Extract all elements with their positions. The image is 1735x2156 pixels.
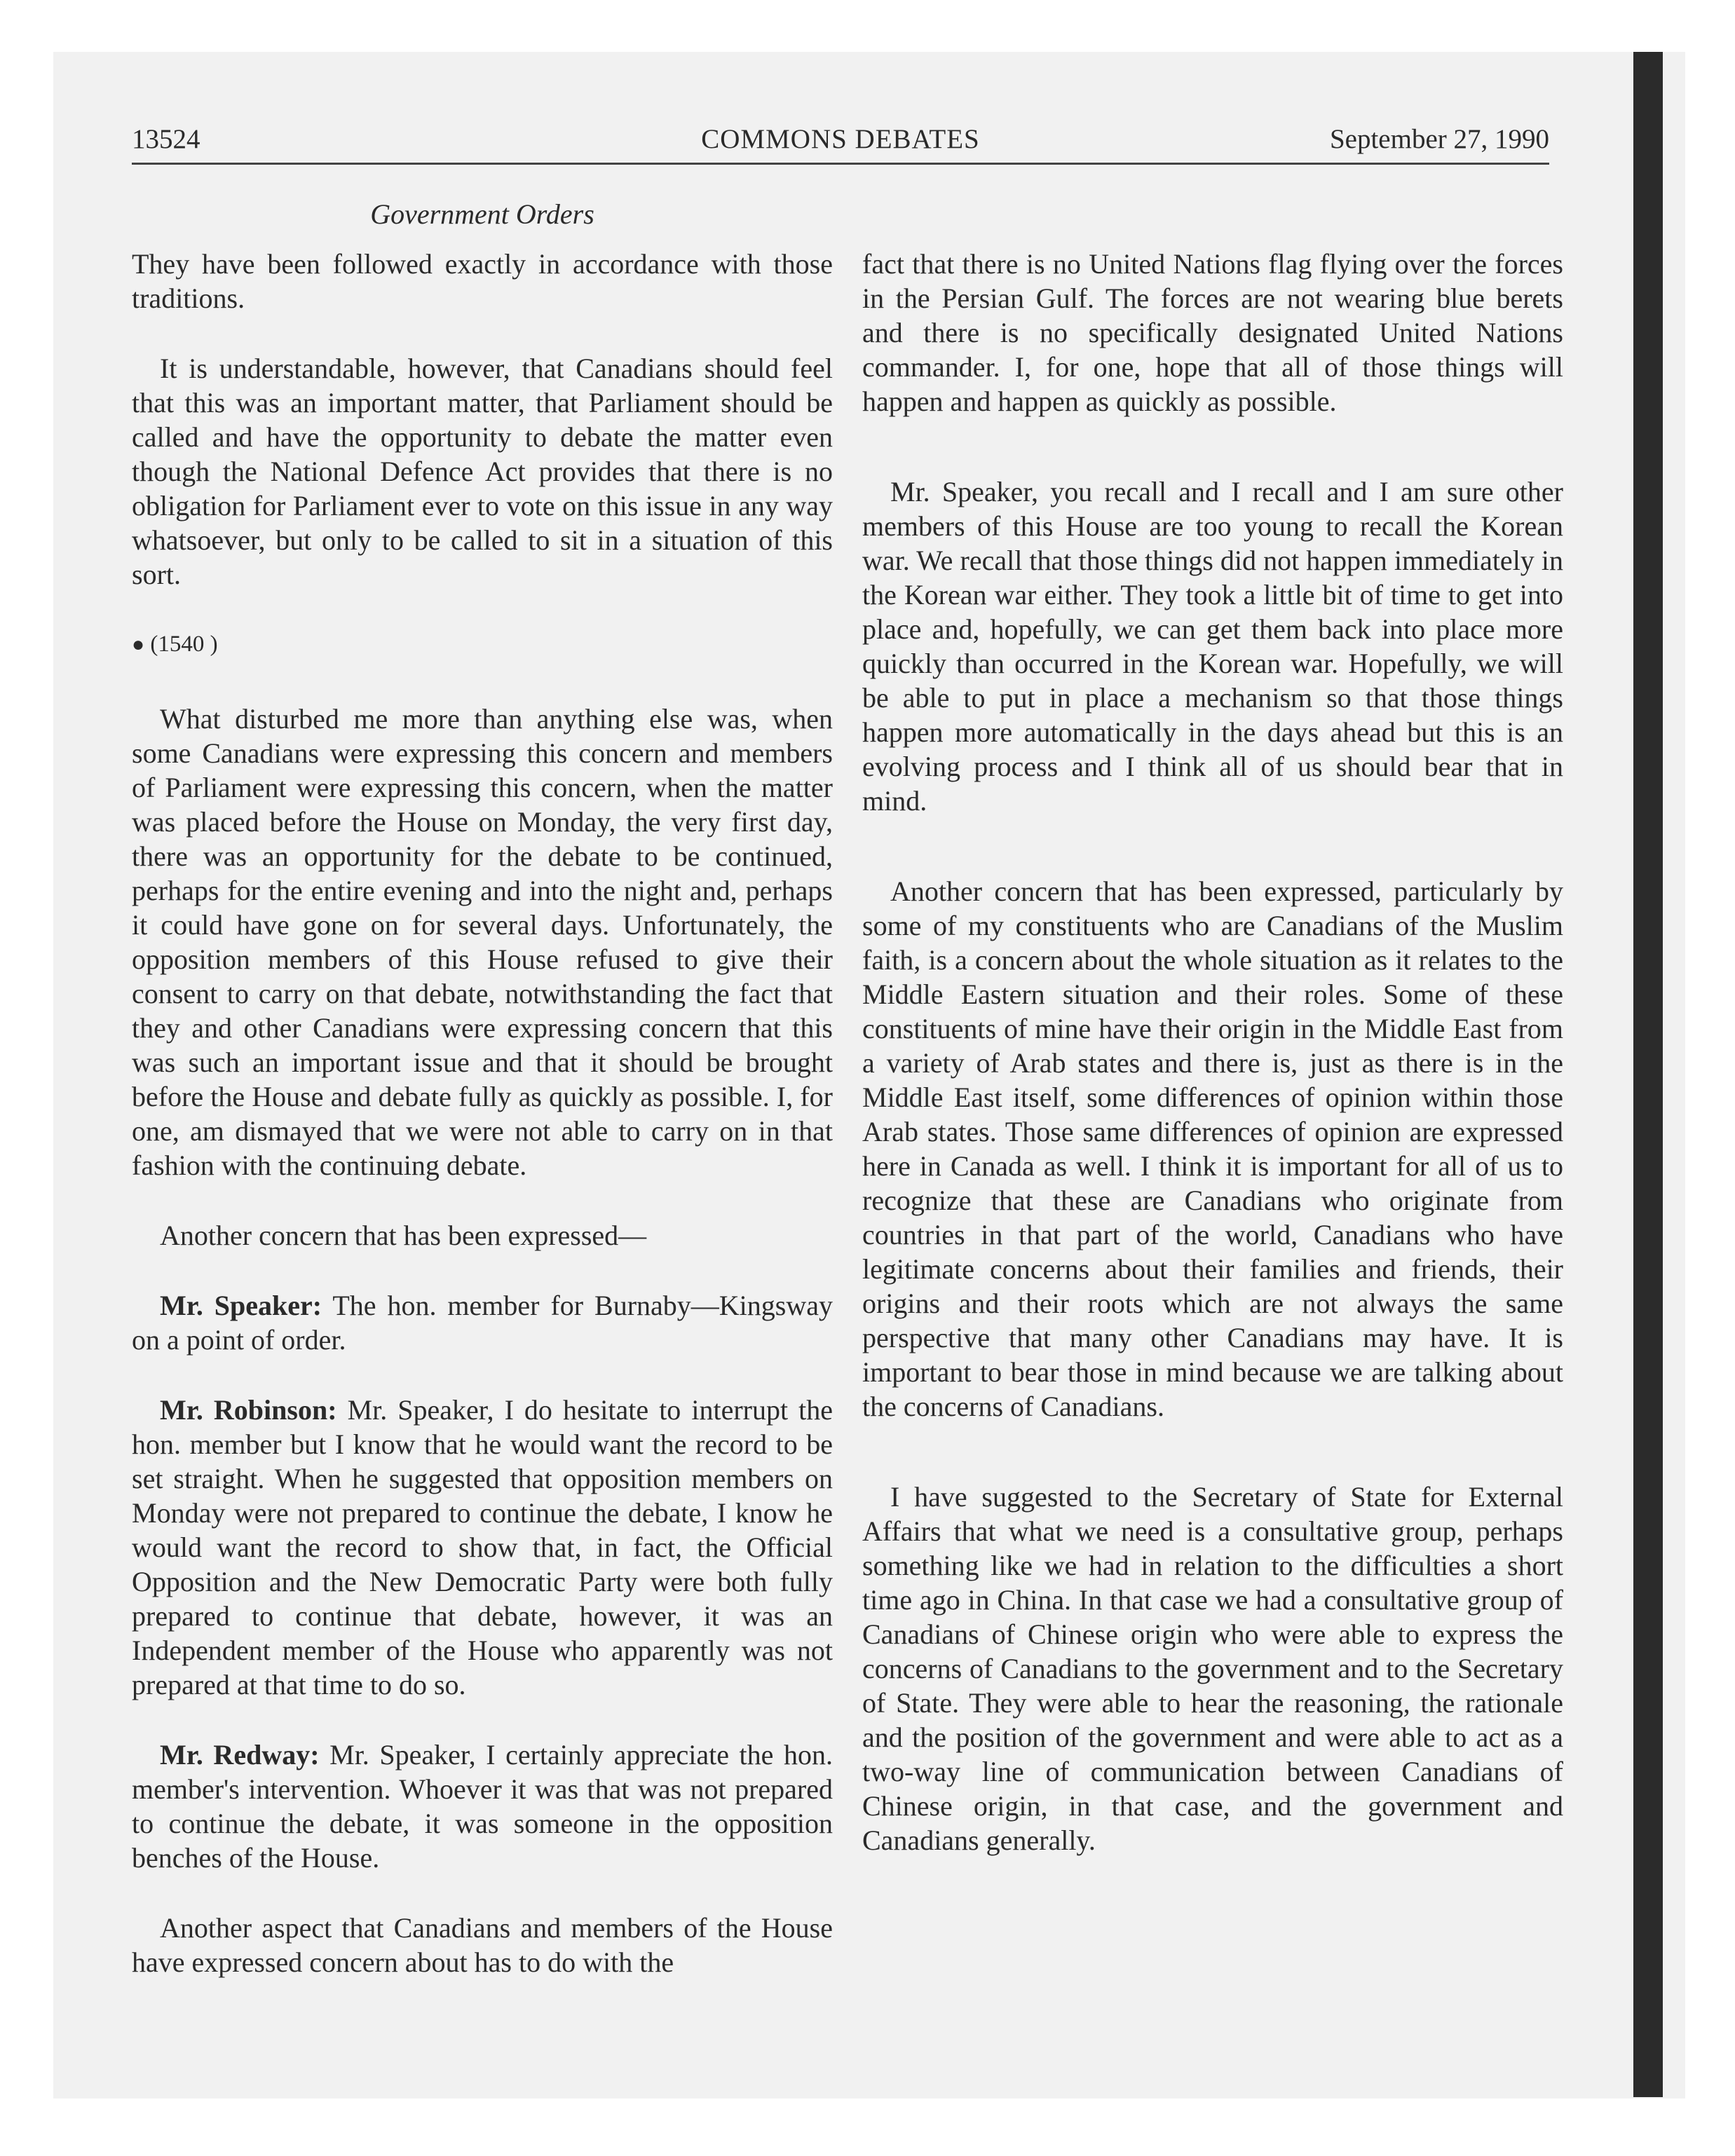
speaker-name: Mr. Robinson: — [160, 1394, 337, 1426]
speech — [132, 1288, 833, 1357]
paragraph: fact that there is no United Nations flag flying over the forces in the Persian Gulf. The forces are not wearing blue berets and there is no specifically designated United Nations commander. I, for one, hope that all of those things will happen and happen as quickly as possible. — [862, 248, 1563, 417]
publication-title: COMMONS DEBATES — [701, 124, 980, 154]
bullet-icon: ● — [132, 633, 145, 656]
paragraph: Another concern that has been expressed, particularly by some of my constituents who are Canadians of the Muslim faith, is a concern about the whole situation as it relates to the Middle Eastern situation and their roles. Some of these constituents of mine have their origin in the Middle East from a variety of Arab states and there is, just as there is in the Middle East itself, some differences of opinion within those Arab states. Those same differences of opinion are expressed here in Canada as well. I think it is important for all of us to recognize that these are Canadians who originate from countries in that part of the world, Canadians who have legitimate concerns about their families and friends, their origins and their roots which are not always the same perspective that many other Canadians may have. It is important to bear those in mind because we are talking about the concerns of Canadians. — [862, 875, 1563, 1422]
right-column — [862, 247, 1563, 1893]
scan-edge-bar — [1633, 52, 1663, 2097]
paragraph: Another concern that has been expressed— — [160, 1220, 647, 1251]
speech — [132, 1738, 833, 1875]
paragraph: Mr. Speaker, you recall and I recall and I am sure other members of this House are too young to recall the Korean war. We recall that those things did not happen immediately in the Korean war either. They took a little bit of time to get into place and, hopefully, we can get them back into place more quickly than occurred in the Korean war. Hopefully, we will be able to put in place a mechanism so that those things happen more automatically in the days ahead but this is an evolving process and I think all of us should bear that in mind. — [862, 476, 1563, 817]
paragraph: Another aspect that Canadians and members of the House have expressed concern about has to do with the — [132, 1912, 833, 1978]
section-heading: Government Orders — [370, 198, 594, 230]
running-header — [132, 123, 1549, 165]
left-column — [132, 247, 833, 2015]
speaker-name: Mr. Redway: — [160, 1739, 320, 1770]
paragraph: What disturbed me more than anything else was, when some Canadians were expressing this concern and members of Parliament were expressing this concern, when the matter was placed before the House on Monday, the very first day, there was an opportunity for the debate to be continued, perhaps for the entire evening and into the night and, perhaps it could have gone on for several days. Unfortunately, the opposition members of this House refused to give their consent to carry on that debate, notwithstanding the fact that they and other Canadians were expressing concern that this was such an important issue and that it should be brought before the House and debate fully as quickly as possible. I, for one, am dismayed that we were not able to carry on in that fashion with the continuing debate. — [132, 703, 833, 1181]
speech-text: The hon. member for Burnaby—Kingsway on a point of order. — [132, 1290, 833, 1356]
time-stamp — [132, 627, 833, 662]
paragraph: I have suggested to the Secretary of State for External Affairs that what we need is a consultative group, perhaps something like we had in relation to the difficulties a short time ago in China. In that case we had a consultative group of Canadians of Chinese origin who were able to express the concerns of Canadians to the government and to the Secretary of State. They were able to hear the reasoning, the rationale and the position of the government and were able to act as a two-way line of communication between Canadians of Chinese origin, in that case, and the government and Canadians generally. — [862, 1481, 1563, 1856]
speech — [132, 1393, 833, 1702]
header-rule — [132, 163, 1549, 165]
speech-text: Mr. Speaker, I do hesitate to interrupt the hon. member but I know that he would want the record to be set straight. When he suggested that opposition members on Monday were not prepared to continue the debate, I know he would want the record to show that, in fact, the Official Opposition and the New Democratic Party were both fully prepared to continue that debate, however, it was an Independent member of the House who apparently was not prepared at that time to do so. — [132, 1394, 833, 1700]
issue-date: September 27, 1990 — [1329, 124, 1549, 154]
speech-text: Mr. Speaker, I certainly appreciate the hon. member's intervention. Whoever it was that was not prepared to continue the debate, it was someone in the opposition benches of the House. — [132, 1739, 833, 1874]
page-number: 13524 — [132, 124, 200, 154]
paragraph: It is understandable, however, that Canadians should feel that this was an important matter, that Parliament should be called and have the opportunity to debate the matter even though the National Defence Act provides that there is no obligation for Parliament ever to vote on this issue in any way whatsoever, but only to be called to sit in a situation of this sort. — [132, 353, 833, 590]
time-stamp-text: (1540 ) — [150, 632, 218, 657]
speaker-name: Mr. Speaker: — [160, 1290, 322, 1321]
paragraph: They have been followed exactly in accordance with those traditions. — [132, 248, 833, 314]
